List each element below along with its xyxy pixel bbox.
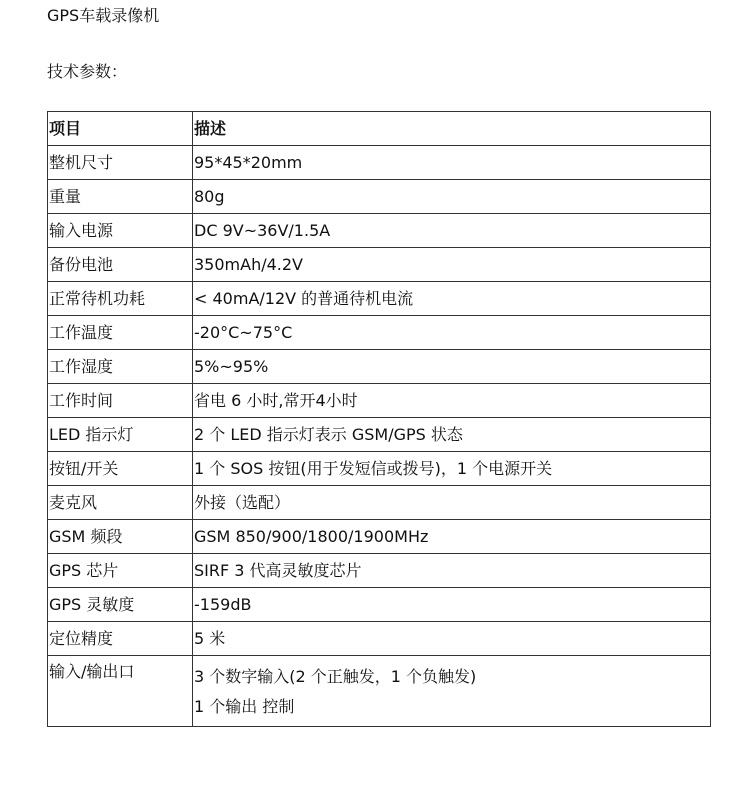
table-row-io bbox=[48, 656, 711, 727]
table-row bbox=[48, 384, 711, 418]
table-row bbox=[48, 214, 711, 248]
row-description: SIRF 3 代高灵敏度芯片 bbox=[193, 554, 711, 588]
table-row bbox=[48, 418, 711, 452]
row-description bbox=[193, 656, 711, 727]
row-description: 80g bbox=[193, 180, 711, 214]
document-title: GPS车载录像机 bbox=[47, 6, 160, 25]
header-description: 描述 bbox=[193, 112, 711, 146]
table-row bbox=[48, 282, 711, 316]
row-item: 输入/输出口 bbox=[48, 656, 193, 727]
row-item: 工作湿度 bbox=[48, 350, 193, 384]
description-line: 3 个数字输入(2 个正触发，1 个负触发) bbox=[194, 667, 477, 686]
row-description: DC 9V~36V/1.5A bbox=[193, 214, 711, 248]
row-item: 重量 bbox=[48, 180, 193, 214]
row-item: 工作时间 bbox=[48, 384, 193, 418]
row-item: 正常待机功耗 bbox=[48, 282, 193, 316]
row-description: 5 米 bbox=[193, 622, 711, 656]
table-row bbox=[48, 588, 711, 622]
row-description: < 40mA/12V 的普通待机电流 bbox=[193, 282, 711, 316]
table-row bbox=[48, 622, 711, 656]
row-item: GSM 频段 bbox=[48, 520, 193, 554]
table-row bbox=[48, 554, 711, 588]
row-item: 整机尺寸 bbox=[48, 146, 193, 180]
table-header-row bbox=[48, 112, 711, 146]
table-row bbox=[48, 486, 711, 520]
description-line: 1 个输出 控制 bbox=[194, 697, 295, 716]
table-row bbox=[48, 316, 711, 350]
row-description: 5%~95% bbox=[193, 350, 711, 384]
table-row bbox=[48, 520, 711, 554]
row-item: 定位精度 bbox=[48, 622, 193, 656]
section-heading: 技术参数： bbox=[47, 62, 128, 81]
row-item: GPS 芯片 bbox=[48, 554, 193, 588]
table-row bbox=[48, 350, 711, 384]
row-description: 95*45*20mm bbox=[193, 146, 711, 180]
table-row bbox=[48, 452, 711, 486]
row-item: 输入电源 bbox=[48, 214, 193, 248]
row-description: GSM 850/900/1800/1900MHz bbox=[193, 520, 711, 554]
spec-table bbox=[47, 111, 711, 727]
row-description: 350mAh/4.2V bbox=[193, 248, 711, 282]
row-description: -159dB bbox=[193, 588, 711, 622]
row-item: 麦克风 bbox=[48, 486, 193, 520]
row-description: 省电 6 小时,常开4小时 bbox=[193, 384, 711, 418]
row-item: 备份电池 bbox=[48, 248, 193, 282]
row-description: 1 个 SOS 按钮(用于发短信或拨号)，1 个电源开关 bbox=[193, 452, 711, 486]
header-item: 项目 bbox=[48, 112, 193, 146]
table-row bbox=[48, 146, 711, 180]
row-item: 按钮/开关 bbox=[48, 452, 193, 486]
row-description: 2 个 LED 指示灯表示 GSM/GPS 状态 bbox=[193, 418, 711, 452]
row-description: -20°C~75°C bbox=[193, 316, 711, 350]
row-item: LED 指示灯 bbox=[48, 418, 193, 452]
row-description: 外接（选配） bbox=[193, 486, 711, 520]
row-item: GPS 灵敏度 bbox=[48, 588, 193, 622]
table-row bbox=[48, 248, 711, 282]
table-row bbox=[48, 180, 711, 214]
row-item: 工作温度 bbox=[48, 316, 193, 350]
